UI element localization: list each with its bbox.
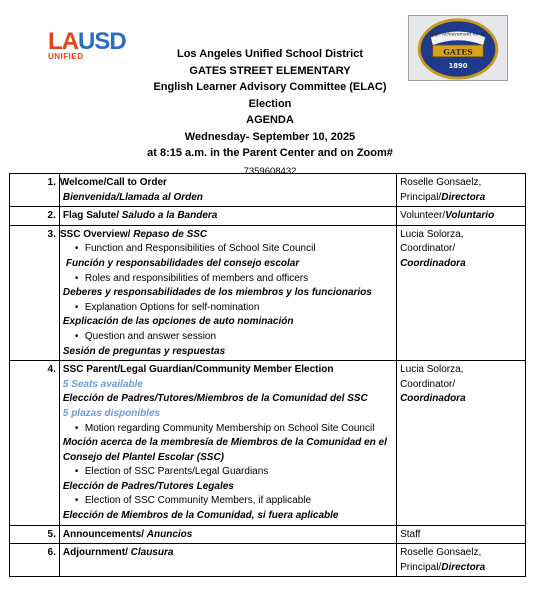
item-presenter <box>397 525 526 544</box>
agenda-row <box>10 225 526 360</box>
presenter-role <box>400 561 522 576</box>
bullet-item-es: Deberes y responsabilidades de los miembros y los funcionarios <box>62 287 372 299</box>
item-title: Welcome/Call to Order <box>59 177 167 188</box>
item-presenter <box>397 361 526 526</box>
item-number: 1. <box>10 174 60 207</box>
item-content <box>59 207 396 226</box>
item-presenter <box>397 225 526 360</box>
school-seal <box>408 15 508 81</box>
item-title-line <box>63 209 393 224</box>
item-presenter <box>397 207 526 226</box>
agenda-row <box>10 361 526 526</box>
bullet-item-es: Elección de Padres/Tutores Legales <box>62 480 234 492</box>
presenter-role <box>400 209 522 224</box>
presenter-role-es: Coordinadora <box>400 257 466 269</box>
bullet-item-es: Explicación de las opciones de auto nominación <box>62 316 294 328</box>
bullet-item: • Question and answer session <box>63 330 393 345</box>
item-number: 3. <box>10 225 60 360</box>
document-header <box>120 46 420 180</box>
presenter-role: Coordinator/ <box>400 243 456 255</box>
meeting-date: Wednesday- September 10, 2025 <box>184 130 356 143</box>
item-number: 5. <box>10 525 60 544</box>
item-title-es: Bienvenida/Llamada al Orden <box>62 191 203 203</box>
presenter-role-es: Directora <box>441 191 486 203</box>
seal-year: 1890 <box>448 61 468 70</box>
agenda-table <box>9 173 526 577</box>
item-presenter <box>397 174 526 207</box>
item-title-es: Saludo a la Bandera <box>121 210 218 222</box>
item-title: SSC Parent/Legal Guardian/Community Member Election <box>62 364 334 376</box>
presenter-role-es: Voluntario <box>445 210 495 222</box>
item-content <box>59 361 396 526</box>
bullet-item: • Function and Responsibilities of School Site Council <box>63 242 393 257</box>
item-title: Announcements/ <box>62 528 147 540</box>
presenter-role <box>400 191 522 206</box>
item-title-line <box>63 528 393 543</box>
item-content <box>59 544 396 577</box>
presenter-role-es: Coordinadora <box>400 393 466 405</box>
bullet-item: • Motion regarding Community Membership on School Site Council <box>63 422 393 437</box>
bullet-item-es: Sesión de preguntas y respuestas <box>62 345 226 357</box>
presenter-role-en: Volunteer/ <box>400 210 446 222</box>
school-name: GATES STREET ELEMENTARY <box>189 64 351 77</box>
item-title: Flag Salute/ <box>62 210 122 222</box>
seats-available-es: 5 plazas disponibles <box>62 407 161 419</box>
bullet-item: • Explanation Options for self-nomination <box>63 301 393 316</box>
presenter-name: Lucia Solorza, <box>400 364 464 376</box>
item-number: 2. <box>10 207 60 226</box>
item-title: Adjournment/ <box>62 547 131 559</box>
item-presenter <box>397 544 526 577</box>
bullet-item: • Election of SSC Parents/Legal Guardians <box>63 465 393 480</box>
presenter-role: Coordinator/ <box>400 378 456 390</box>
item-title-es: Elección de Padres/Tutores/Miembros de la Comunidad del SSC <box>62 393 368 405</box>
agenda-row <box>10 207 526 226</box>
agenda-row <box>10 174 526 207</box>
district-name: Los Angeles Unified School District <box>176 48 363 60</box>
logo-la: LA <box>48 28 78 55</box>
logo-usd: USD <box>78 28 126 55</box>
item-title-es: Clausura <box>130 547 174 559</box>
item-title: SSC Overview/ <box>59 228 134 240</box>
agenda-row <box>10 525 526 544</box>
presenter-name: Roselle Gonsaelz, <box>400 177 482 188</box>
item-title-es: Repaso de SSC <box>133 228 208 240</box>
item-content <box>59 174 396 207</box>
presenter-role-en: Principal/ <box>400 191 442 203</box>
location-text: at 8:15 a.m. in the Parent Center and on Zoom# <box>147 147 393 159</box>
item-number: 4. <box>10 361 60 526</box>
item-content <box>59 225 396 360</box>
item-content <box>59 525 396 544</box>
presenter-name: Roselle Gonsaelz, <box>400 547 482 559</box>
bullet-item-es: Moción acerca de la membresía de Miembros de la Comunidad en el Consejo del Plantel Escolar (SSC) <box>62 437 387 463</box>
agenda-row <box>10 544 526 577</box>
seal-name: GATES <box>443 47 473 57</box>
item-title-line <box>60 228 393 243</box>
committee-name: English Learner Advisory Committee (ELAC) <box>153 81 387 93</box>
seal-motto: High Achievement for All <box>430 32 486 38</box>
bullet-item: • Roles and responsibilities of members and officers <box>63 272 393 287</box>
seal-emblem <box>409 16 507 80</box>
meeting-type: Election <box>248 97 292 110</box>
agenda-title: AGENDA <box>246 114 294 126</box>
presenter-name: Staff <box>400 528 421 540</box>
logo-unified: UNIFIED <box>48 52 84 61</box>
item-title-es: Anuncios <box>146 528 193 540</box>
bullet-item: • Election of SSC Community Members, if applicable <box>63 494 393 509</box>
presenter-role-en: Principal/ <box>400 561 442 573</box>
zoom-number: 7359608432 <box>243 165 297 177</box>
item-title-line <box>63 546 393 561</box>
item-number: 6. <box>10 544 60 577</box>
presenter-name: Lucia Solorza, <box>400 228 464 240</box>
bullet-item-es: Elección de Miembros de la Comunidad, si fuera aplicable <box>62 510 339 522</box>
seats-available: 5 Seats available <box>62 378 143 390</box>
bullet-item-es: Función y responsabilidades del consejo escolar <box>65 257 300 269</box>
presenter-role-es: Directora <box>441 561 486 573</box>
